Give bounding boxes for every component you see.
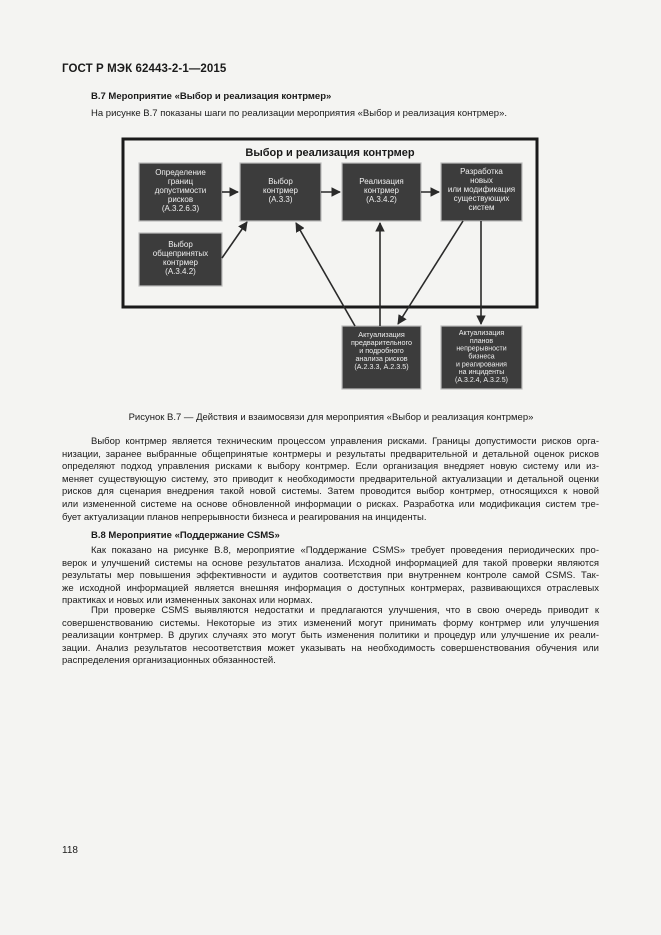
box-label-line: систем	[468, 202, 495, 212]
text-line: При проверке CSMS выявляются недостатки и предлагаются улучшения, что в свою очередь приводит к	[91, 605, 599, 616]
box-label-line: (А.3.4.2)	[366, 194, 397, 204]
text-line: верок и улучшений системы на основе результатов анализа. Исходной информацией для такой проверки являются	[62, 557, 599, 569]
box-label-line: Актуализация	[358, 330, 405, 339]
box-label-line: (А.2.3.3, А.2.3.5)	[354, 362, 409, 372]
text-line: Выбор контрмер является техническим процессом управления рисками. Границы допустимости рисков орга-	[91, 436, 599, 447]
text-line: результаты мер повышения эффективности и аудитов соответствия при внутреннем контроле самой CSMS. Так-	[62, 570, 599, 582]
box-label-line: (А.3.2.6.3)	[161, 203, 200, 213]
box-develop-systems	[441, 163, 522, 221]
box-risk-analysis-update	[342, 326, 421, 389]
figure-caption: Рисунок В.7 — Действия и взаимосвязи для мероприятия «Выбор и реализация контрмер»	[128, 412, 534, 423]
section-heading-b7: В.7 Мероприятие «Выбор и реализация контрмер»	[91, 91, 332, 102]
paragraph-1	[62, 436, 599, 524]
box-common-countermeasures	[139, 233, 222, 286]
svg-text:Определениеграницдопустимостир	[155, 168, 207, 213]
section-heading-b8: В.8 Мероприятие «Поддержание CSMS»	[91, 530, 280, 541]
box-label-line: (А.3.3)	[268, 194, 293, 204]
text-line: же исходной информацией является внешняя информация о доступных контрмерах, развивающихся отраслевых	[62, 582, 599, 594]
box-label-line: планов	[469, 337, 494, 345]
box-label-line: анализа рисков	[355, 354, 408, 364]
box-label-line: предварительного	[350, 338, 413, 348]
text-line: меняет существующую систему, это приводит к необходимости предварительной актуализации и детальной оценки	[62, 473, 599, 485]
page-number: 118	[62, 845, 78, 856]
figure-title: Выбор и реализация контрмер	[245, 147, 415, 159]
text-line: рисков для сценария внедрения такой новой системы. Затем проводится выбор контрмер, относящихся к новой	[62, 486, 599, 498]
box-label-line: и подробного	[359, 346, 404, 356]
text-line: зации. Анализ результатов несоответствия может указывать на необходимость совершенствования обучения или	[62, 642, 599, 654]
figure-diagram	[0, 0, 661, 400]
box-label-line: границ	[167, 176, 194, 186]
box-label-line: и реагирования	[456, 361, 507, 369]
text-line: или измененной системе на основе обновленной информации о рисках. Разработка или модификация систем тре-	[62, 498, 599, 510]
paragraph-2	[62, 545, 599, 608]
box-label-line: контрмер	[163, 257, 198, 267]
box-business-plan-update	[441, 326, 522, 389]
box-label-line: Определение	[155, 168, 206, 177]
box-label-line: Разработка	[460, 167, 503, 176]
box-label-line: бизнеса	[468, 353, 495, 361]
box-label-line: Выбор	[268, 177, 293, 186]
box-label-line: Актуализация	[458, 330, 505, 337]
box-label-line: или модификация	[447, 184, 516, 194]
box-label-line: (А.3.4.2)	[165, 266, 196, 276]
box-label-line: на инциденты	[458, 369, 505, 377]
text-line: практиках и новых или измененных законах или нормах.	[62, 595, 313, 607]
text-line: совершенствованию системы. Некоторые из этих изменений могут принимать форму контрмер или улучшения	[62, 617, 599, 629]
box-label-line: Выбор	[168, 240, 193, 249]
text-line: бует актуализации планов непрерывности бизнеса и реагирования на инциденты.	[62, 511, 427, 523]
text-line: определяют подход управления рисками к выбору контрмер. Если организация внедряет новую систему или из-	[62, 461, 599, 473]
text-line: Как показано на рисунке В.8, мероприятие «Поддержание CSMS» требует проведения периодических про-	[91, 545, 599, 556]
document-header: ГОСТ Р МЭК 62443-2-1—2015	[62, 63, 227, 75]
text-line: низации, заранее выбранные общепринятые контрмеры и результаты предварительной и детальной оценок рисков	[62, 448, 599, 460]
box-label-line: (А.3.2.4, А.3.2.5)	[455, 377, 508, 385]
box-label-line: Реализация	[359, 177, 404, 186]
svg-text:Актуализацияпредварительногои	[351, 330, 412, 371]
text-line: распределения организационных обязанностей.	[62, 655, 276, 667]
box-label-line: контрмер	[364, 185, 399, 195]
box-label-line: непрерывности	[456, 345, 507, 353]
box-label-line: контрмер	[263, 185, 298, 195]
box-select-countermeasures	[240, 163, 321, 221]
box-label-line: существующих	[453, 193, 510, 203]
section-b7-intro: На рисунке В.7 показаны шаги по реализации мероприятия «Выбор и реализация контрмер».	[91, 108, 508, 119]
figure-b7	[0, 0, 661, 400]
box-label-line: общепринятых	[152, 248, 209, 258]
text-line: реализации контрмер. В других случаях это могут быть изменения политики и процедур или улучшение их реали-	[62, 630, 599, 642]
box-label-line: допустимости	[154, 185, 207, 195]
paragraph-3	[62, 605, 599, 668]
box-label-line: рисков	[167, 194, 194, 204]
box-risk-tolerance	[139, 163, 222, 221]
box-label-line: новых	[470, 175, 493, 185]
box-implement-countermeasures	[342, 163, 421, 221]
